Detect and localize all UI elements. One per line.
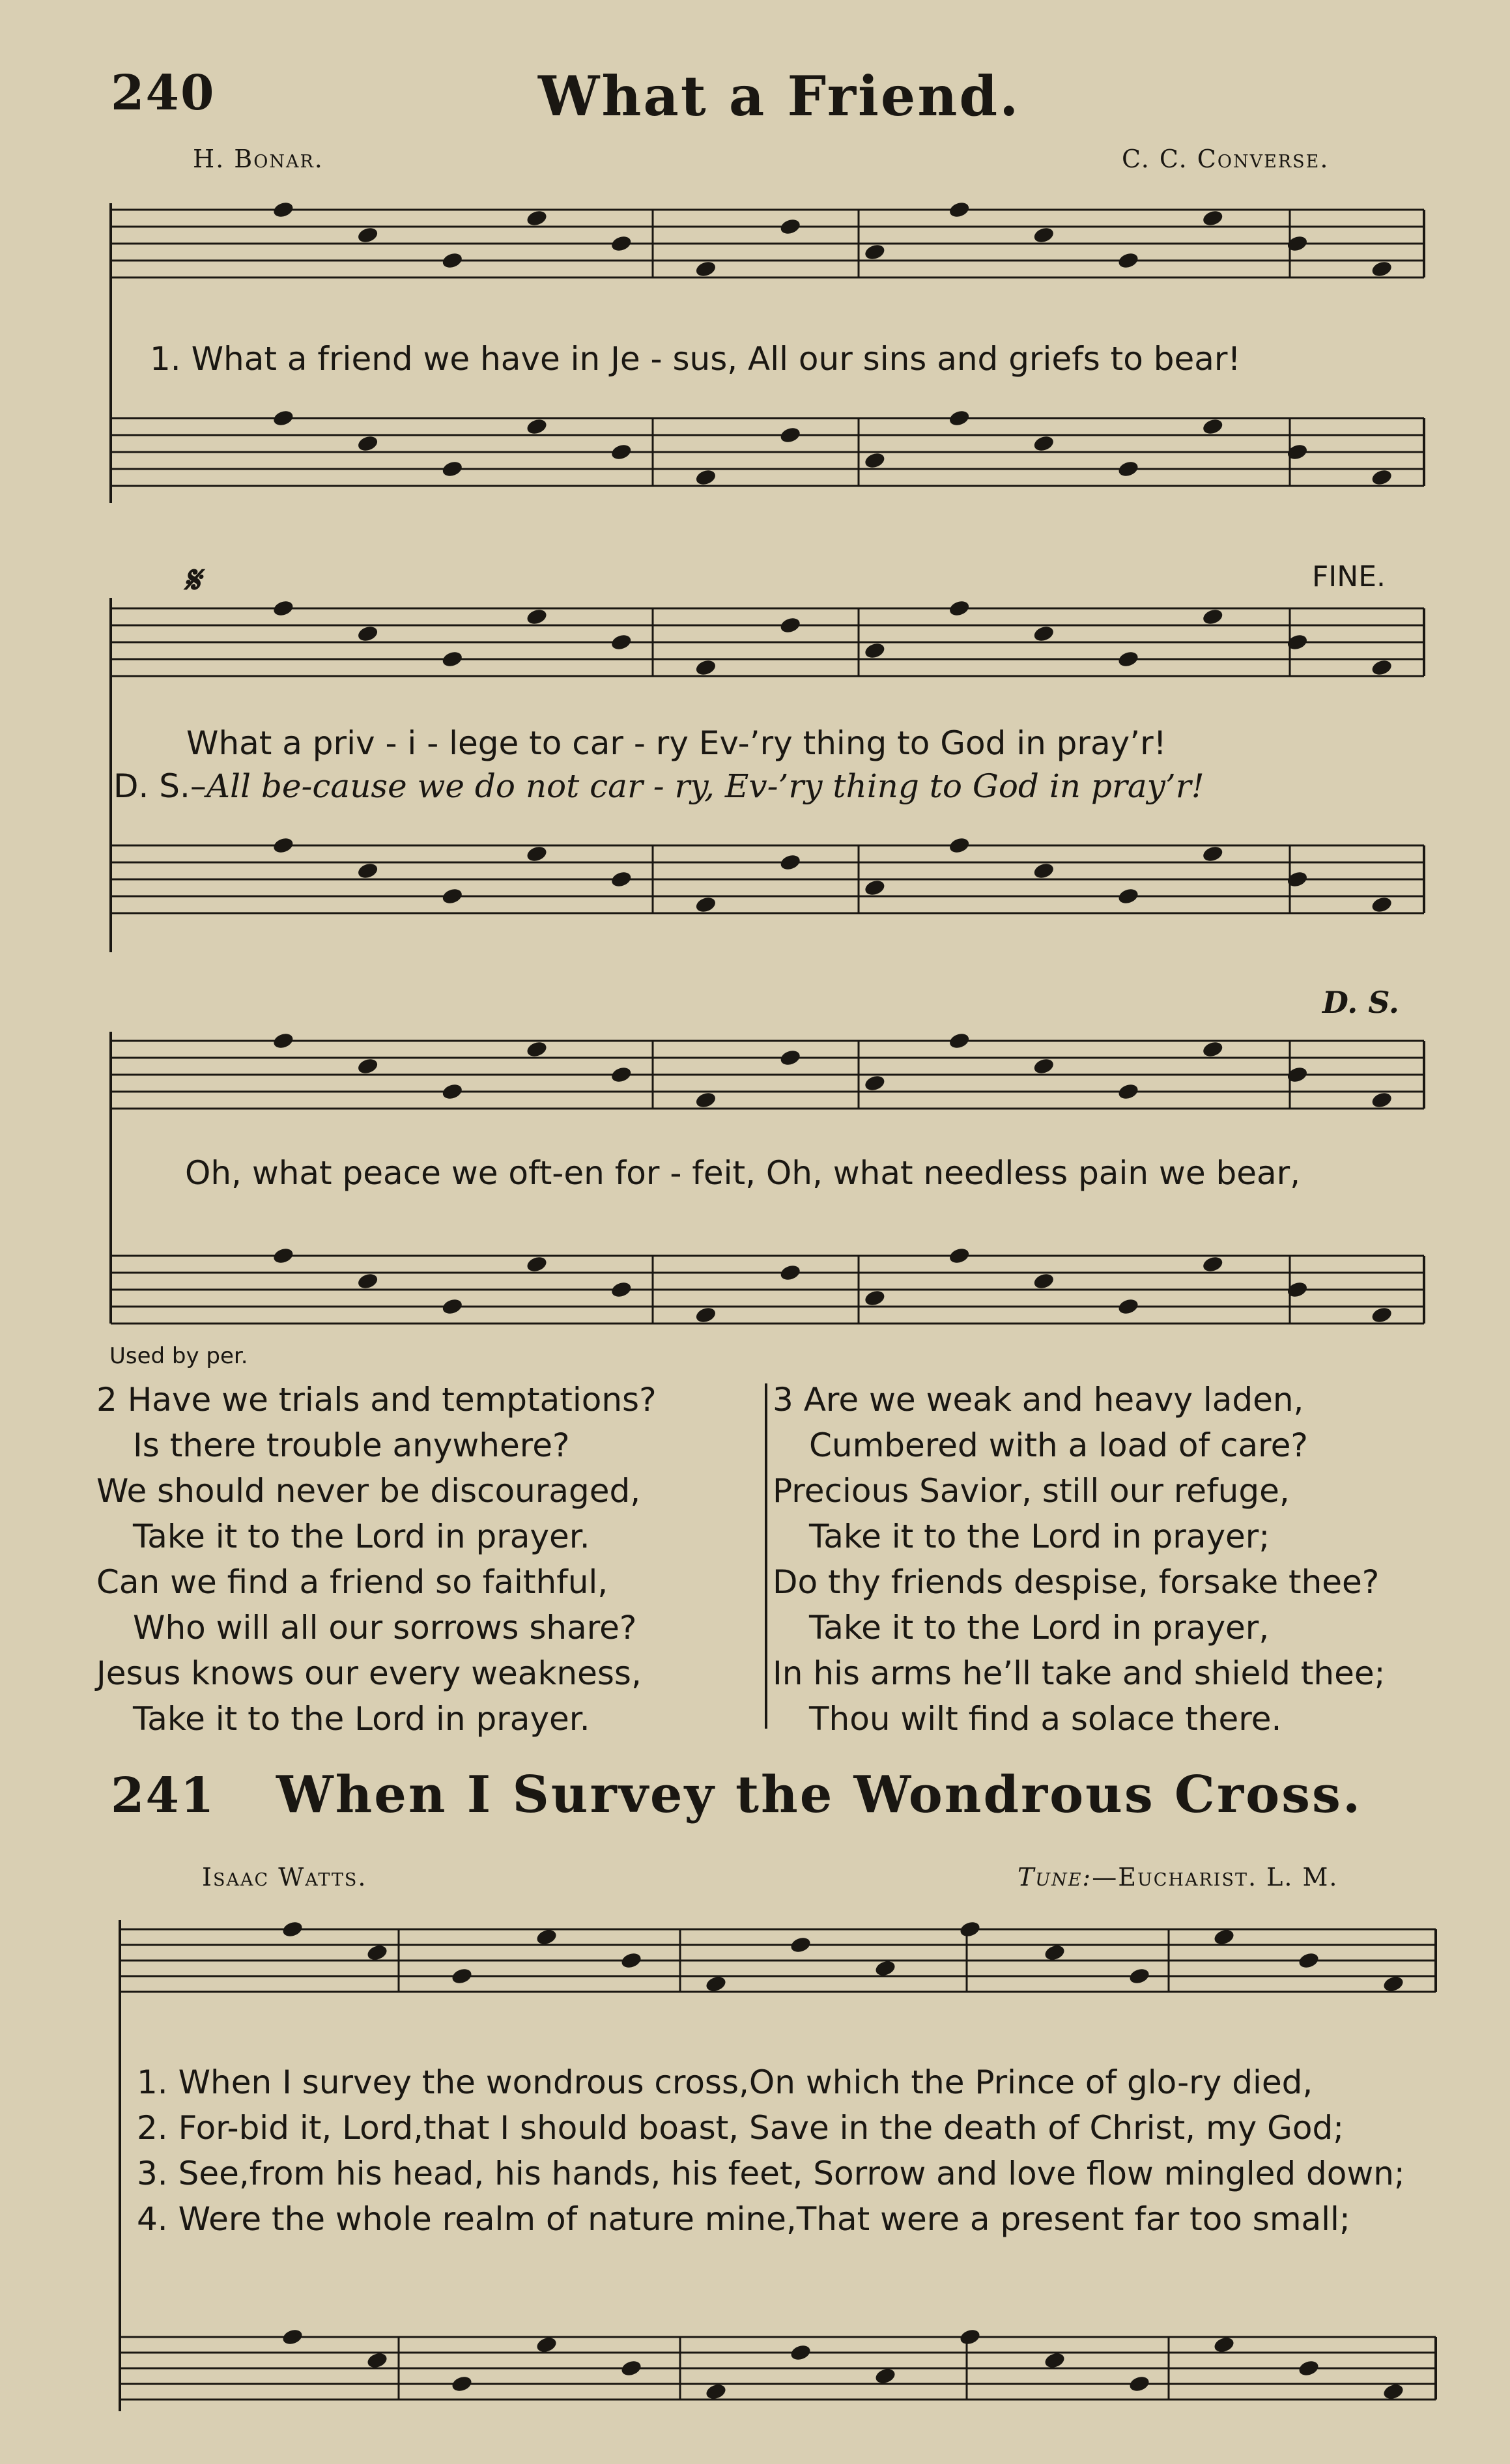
system-3-treble-notehead: [863, 1073, 886, 1092]
system-1-treble-notehead: [272, 200, 294, 219]
system-3-treble-notehead: [525, 1040, 548, 1058]
hymn-241-verse-1: 1. When I survey the wondrous cross,On which the Prince of glo-ry died,: [137, 2063, 1313, 2101]
system-2-bass-notehead: [1117, 886, 1139, 905]
system-2-bass-notehead: [610, 870, 633, 888]
system-1-treble-notehead: [1371, 259, 1393, 278]
system-1-treble-notehead: [356, 225, 379, 244]
verse-2-line: We should never be discouraged,: [96, 1472, 641, 1510]
hymn-240-title: What a Friend.: [538, 64, 1021, 128]
system-1-bass-notehead: [948, 408, 971, 427]
verse-3-line: Cumbered with a load of care?: [809, 1426, 1308, 1464]
system-1-bass-notehead: [610, 442, 633, 461]
verse-3-line: Take it to the Lord in prayer,: [809, 1609, 1270, 1647]
hymn-241-treble-notehead: [365, 1943, 388, 1962]
system-1-bass-notehead: [863, 451, 886, 470]
hymn-240-author: H. Bonar.: [193, 145, 324, 173]
hymn-240-composer: C. C. Converse.: [1122, 145, 1330, 173]
system-1-bass-notehead: [1371, 468, 1393, 487]
hymn-241-bass-notehead: [535, 2335, 558, 2354]
system-3-bass-notehead: [1371, 1305, 1393, 1324]
system-1-bass-notehead: [441, 459, 464, 478]
system-3-treble-notehead: [1201, 1040, 1224, 1058]
system-3-bass-notehead: [948, 1246, 971, 1265]
system-1-treble-notehead: [610, 234, 633, 253]
system-3-bass-notehead: [863, 1288, 886, 1307]
hymn-241-treble-notehead: [1043, 1943, 1066, 1962]
system-2-bass-notehead: [1201, 844, 1224, 863]
system-2-treble-notehead: [525, 607, 548, 626]
verse-divider: [765, 1383, 767, 1729]
system-3-bass-notehead: [1033, 1271, 1055, 1290]
system-2-treble-notehead: [1201, 607, 1224, 626]
system-3-treble-notehead: [694, 1090, 717, 1109]
hymn-241-tune: [1018, 1863, 1339, 1891]
ds-lyric: All be-cause we do not car - ry, Ev-’ry thing to God in pray’r!: [206, 767, 1204, 805]
system-2-treble-notehead: [1371, 658, 1393, 677]
system-3-treble-notehead: [1371, 1090, 1393, 1109]
hymn-240-number: 240: [111, 65, 216, 121]
system-3-treble-notehead: [272, 1031, 294, 1050]
hymn-241-treble-notehead: [281, 1919, 304, 1938]
system-1-treble-notehead: [441, 251, 464, 270]
system-1-bass-notehead: [1117, 459, 1139, 478]
system-2-treble-notehead: [948, 599, 971, 617]
system-2-bass-notehead: [694, 895, 717, 914]
system-3-bass-notehead: [1201, 1254, 1224, 1273]
system-1-treble-notehead: [694, 259, 717, 278]
hymn-241-bass-notehead: [365, 2351, 388, 2370]
system-3-bass-notehead: [610, 1280, 633, 1299]
hymn-241-bass-notehead: [704, 2382, 727, 2401]
system-1-bass-notehead: [694, 468, 717, 487]
system-2-bass-notehead: [356, 861, 379, 880]
system-1-bass-notehead: [525, 417, 548, 436]
system-2-bass-notehead: [1033, 861, 1055, 880]
hymn-241-bass-notehead: [1212, 2335, 1235, 2354]
ds-marker: D. S.: [1322, 985, 1399, 1020]
system-2-treble-notehead: [863, 641, 886, 660]
hymn-241-bass-notehead: [1043, 2351, 1066, 2370]
system-2-bass-notehead: [863, 878, 886, 897]
verse-3: [773, 1377, 1385, 1742]
system-2-treble-notehead: [779, 616, 802, 634]
verse-2-line: Take it to the Lord in prayer.: [133, 1700, 590, 1738]
hymn-241-treble-notehead: [789, 1935, 812, 1954]
hymn-241-author: Isaac Watts.: [202, 1863, 367, 1891]
system-1-treble-notehead: [863, 242, 886, 261]
verse-3-line: Thou wilt find a solace there.: [809, 1700, 1282, 1738]
system-1-treble-notehead: [1033, 225, 1055, 244]
verse-3-line: Precious Savior, still our refuge,: [773, 1472, 1290, 1510]
hymn-241-verse-4: 4. Were the whole realm of nature mine,That were a present far too small;: [137, 2200, 1350, 2238]
hymn-241-treble-notehead: [874, 1959, 896, 1977]
hymn-241-treble-notehead: [1297, 1951, 1320, 1970]
system-1-bass-notehead: [356, 434, 379, 453]
hymn-241-title: When I Survey the Wondrous Cross.: [276, 1765, 1363, 1824]
verse-2-line: 2 Have we trials and temptations?: [96, 1381, 657, 1419]
system-1-bass-notehead: [1033, 434, 1055, 453]
system-3-bass-notehead: [779, 1263, 802, 1282]
system-1-bass-notehead: [272, 408, 294, 427]
system-3-bass-notehead: [272, 1246, 294, 1265]
system-3-bass-notehead: [356, 1271, 379, 1290]
hymn-241-bass-notehead: [281, 2327, 304, 2346]
hymn-241-bass-notehead: [1382, 2382, 1404, 2401]
system-1-treble-notehead: [1201, 208, 1224, 227]
system-2-treble-notehead: [1117, 649, 1139, 668]
hymn-241-verse-3: 3. See,from his head, his hands, his feet, Sorrow and love flow mingled down;: [137, 2155, 1405, 2192]
verse-2-line: Take it to the Lord in prayer.: [133, 1518, 590, 1555]
system-1-treble-notehead: [779, 217, 802, 236]
verse-3-line: In his arms he’ll take and shield thee;: [773, 1654, 1386, 1692]
fine-marker: FINE.: [1312, 560, 1386, 593]
system-3-treble-notehead: [441, 1082, 464, 1101]
system-2-treble-notehead: [441, 649, 464, 668]
permission-note: Used by per.: [109, 1343, 248, 1369]
hymn-241-bass-notehead: [1297, 2358, 1320, 2377]
system-3-treble-notehead: [779, 1048, 802, 1067]
system-3-bass-notehead: [1117, 1297, 1139, 1316]
system-1-treble-notehead: [525, 208, 548, 227]
hymn-241-bass-notehead: [874, 2366, 896, 2385]
hymn-241-treble-notehead: [958, 1919, 981, 1938]
hymn-241-treble-notehead: [620, 1951, 642, 1970]
hymn-241-treble-notehead: [450, 1966, 473, 1985]
system-2-treble-notehead: [694, 658, 717, 677]
system-3-bass-notehead: [694, 1305, 717, 1324]
system-3-bass-notehead: [525, 1254, 548, 1273]
hymn-241-verse-2: 2. For-bid it, Lord,that I should boast, Save in the death of Christ, my God;: [137, 2109, 1345, 2147]
verse-3-line: Take it to the Lord in prayer;: [809, 1518, 1270, 1555]
verse-3-line: Do thy friends despise, forsake thee?: [773, 1563, 1380, 1601]
lyric-line-3: Oh, what peace we oft-en for - feit, Oh, what needless pain we bear,: [185, 1154, 1301, 1192]
segno-sign: 𝄋: [184, 558, 200, 602]
system-3-treble-notehead: [356, 1056, 379, 1075]
lyric-line-2a: What a priv - i - lege to car - ry Ev-’ry thing to God in pray’r!: [186, 724, 1167, 762]
system-2-bass-notehead: [1371, 895, 1393, 914]
lyric-line-2b: [113, 767, 1204, 805]
hymn-241-bass-notehead: [789, 2343, 812, 2362]
system-2-bass-notehead: [779, 853, 802, 871]
hymn-241-treble-notehead: [704, 1974, 727, 1993]
tune-label: Tune:: [1018, 1863, 1092, 1891]
system-1-bass-notehead: [779, 425, 802, 444]
hymn-241-bass-notehead: [450, 2374, 473, 2393]
system-2-treble-notehead: [1033, 624, 1055, 643]
tune-name: —Eucharist. L. M.: [1092, 1863, 1339, 1891]
hymn-241-bass-notehead: [958, 2327, 981, 2346]
ds-prefix: D. S.–: [113, 767, 207, 805]
hymn-241-treble-notehead: [1128, 1966, 1150, 1985]
hymn-241-treble-notehead: [1212, 1927, 1235, 1946]
hymn-241-bass-notehead: [620, 2358, 642, 2377]
lyric-line-1: 1. What a friend we have in Je - sus, All our sins and griefs to bear!: [150, 340, 1241, 378]
hymn-241-treble-notehead: [1382, 1974, 1404, 1993]
verse-2-line: Can we find a friend so faithful,: [96, 1563, 608, 1601]
system-2-bass-notehead: [525, 844, 548, 863]
hymn-241-bass-notehead: [1128, 2374, 1150, 2393]
system-3-treble-notehead: [610, 1065, 633, 1084]
system-3-treble-notehead: [1117, 1082, 1139, 1101]
system-1-bass-notehead: [1201, 417, 1224, 436]
system-3-bass-notehead: [441, 1297, 464, 1316]
system-3-treble-notehead: [1033, 1056, 1055, 1075]
system-2-bass-notehead: [441, 886, 464, 905]
system-2-treble-notehead: [610, 632, 633, 651]
hymn-241-treble-notehead: [535, 1927, 558, 1946]
system-1-treble-notehead: [1117, 251, 1139, 270]
hymn-241-number: 241: [111, 1768, 216, 1824]
system-2-treble-notehead: [356, 624, 379, 643]
system-2-treble-notehead: [272, 599, 294, 617]
verse-3-line: 3 Are we weak and heavy laden,: [773, 1381, 1304, 1419]
verse-2: [96, 1377, 657, 1742]
system-2-bass-notehead: [272, 836, 294, 855]
system-2-bass-notehead: [948, 836, 971, 855]
verse-2-line: Is there trouble anywhere?: [133, 1426, 570, 1464]
verse-2-line: Jesus knows our every weakness,: [96, 1654, 642, 1692]
system-3-treble-notehead: [948, 1031, 971, 1050]
verse-2-line: Who will all our sorrows share?: [133, 1609, 637, 1647]
system-1-treble-notehead: [948, 200, 971, 219]
